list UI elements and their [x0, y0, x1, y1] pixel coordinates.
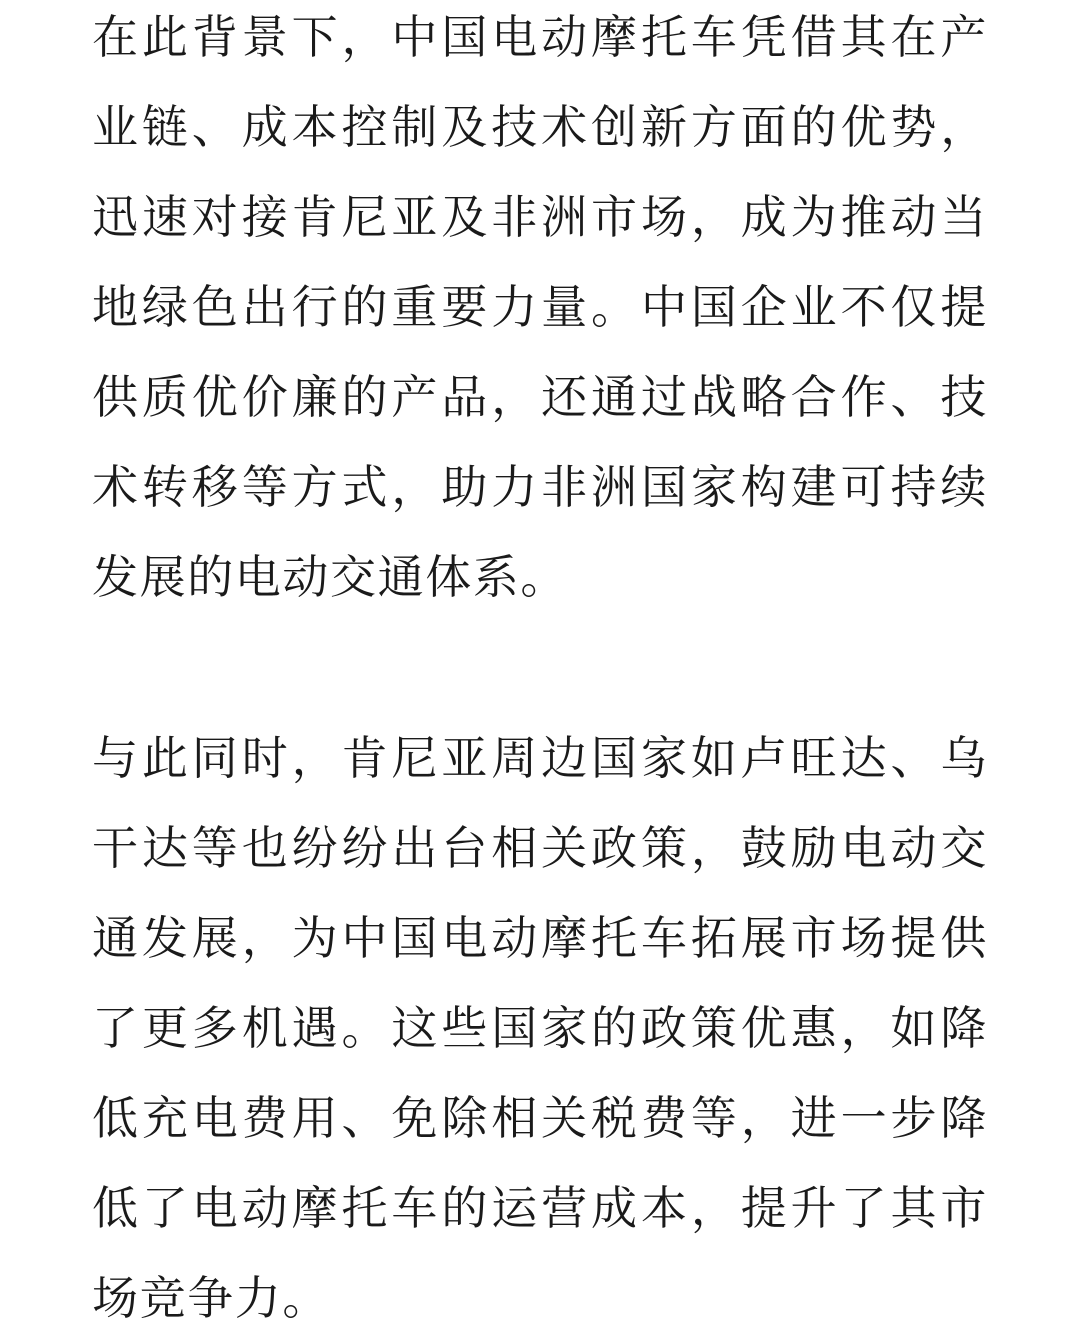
paragraph-neighboring-countries: 与此同时，肯尼亚周边国家如卢旺达、乌干达等也纷纷出台相关政策，鼓励电动交通发展，为中国电动摩托车拓展市场提供了更多机遇。这些国家的政策优惠，如降低充电费用、免除相关税费等，进一步降低了电动摩托车的运营成本，提升了其市场竞争力。	[92, 731, 988, 1325]
paragraph-background: 在此背景下，中国电动摩托车凭借其在产业链、成本控制及技术创新方面的优势，迅速对接肯尼亚及非洲市场，成为推动当地绿色出行的重要力量。中国企业不仅提供质优价廉的产品，还通过战略合作、技术转移等方式，助力非洲国家构建可持续发展的电动交通体系。	[92, 10, 988, 604]
